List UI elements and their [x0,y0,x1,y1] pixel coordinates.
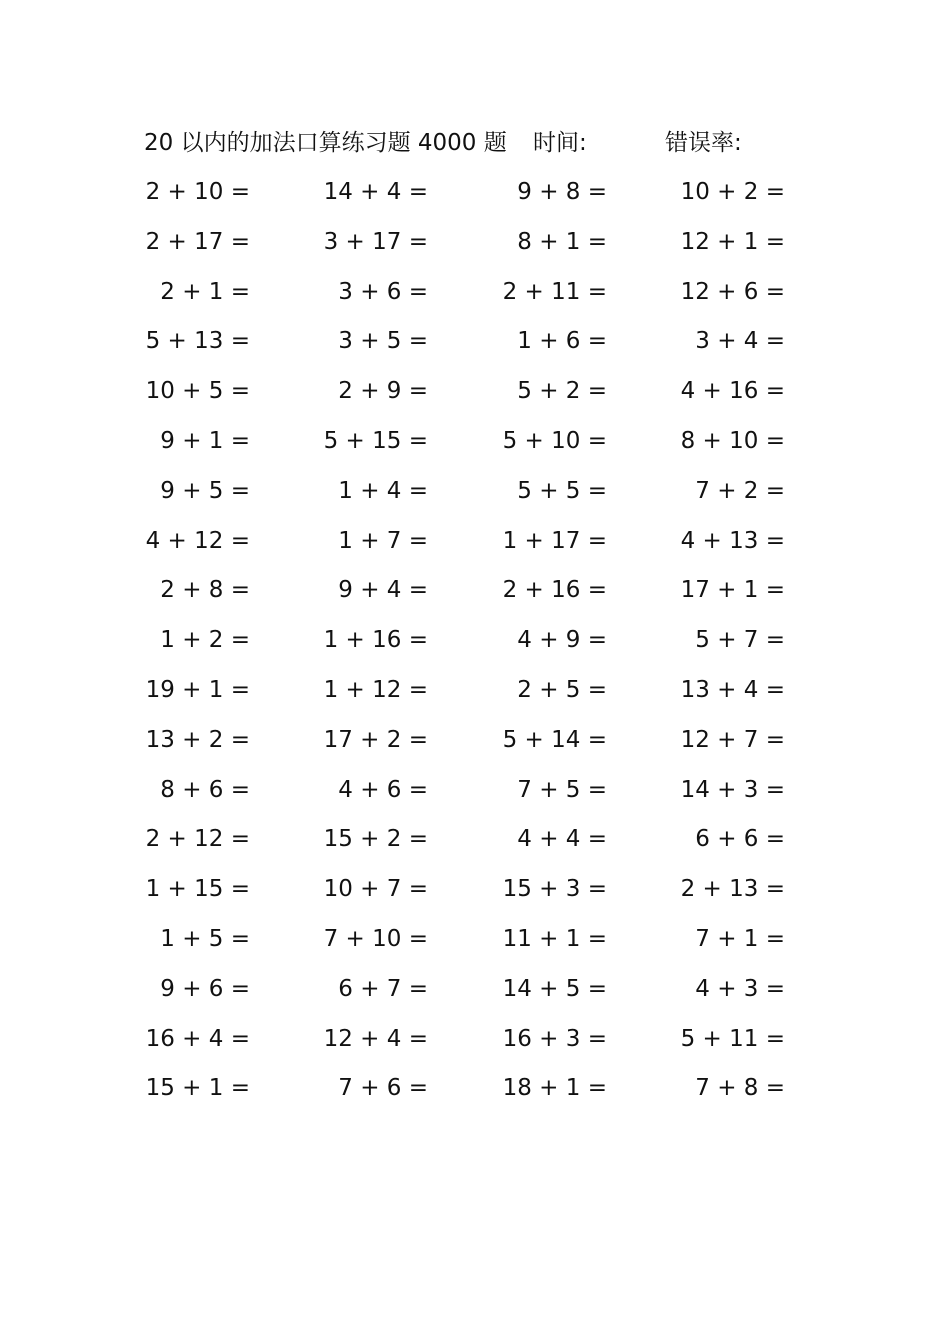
problem-item: 13 + 2 = [145,726,250,753]
problem-item: 2 + 13 = [680,876,785,903]
problem-item: 7 + 5 = [517,776,607,803]
problem-item: 4 + 13 = [680,527,785,554]
problem-item: 5 + 13 = [145,328,250,355]
problem-row [120,1019,840,1069]
problem-item: 7 + 8 = [695,1075,785,1102]
problem-item: 4 + 4 = [517,826,607,853]
problem-item: 15 + 2 = [323,826,428,853]
problem-item: 2 + 16 = [502,577,607,604]
problem-item: 7 + 10 = [323,925,428,952]
problem-item: 1 + 7 = [338,527,428,554]
problem-row [120,720,840,770]
problem-item: 8 + 6 = [160,776,250,803]
problem-item: 2 + 17 = [145,228,250,255]
problem-item: 1 + 12 = [323,676,428,703]
problem-item: 9 + 8 = [517,179,607,205]
problem-row [120,919,840,969]
problem-row [120,421,840,471]
problem-item: 9 + 1 = [160,427,250,454]
problem-item: 16 + 3 = [502,1025,607,1052]
problem-item: 9 + 5 = [160,477,250,504]
problem-item: 6 + 6 = [695,826,785,853]
problem-row [120,222,840,272]
problem-item: 5 + 7 = [695,627,785,654]
problem-item: 16 + 4 = [145,1025,250,1052]
error-rate-label: 错误率: [665,130,742,156]
problem-item: 1 + 17 = [502,527,607,554]
problem-item: 5 + 2 = [517,378,607,405]
problem-item: 19 + 1 = [145,676,250,703]
problem-item: 3 + 6 = [338,278,428,305]
problem-item: 1 + 15 = [145,876,250,903]
problem-item: 15 + 3 = [502,876,607,903]
problem-item: 1 + 2 = [160,627,250,654]
worksheet-title: 20 以内的加法口算练习题 4000 题 [144,130,507,156]
problem-item: 13 + 4 = [680,676,785,703]
problem-item: 7 + 6 = [338,1075,428,1102]
problem-item: 1 + 16 = [323,627,428,654]
problem-item: 9 + 4 = [338,577,428,604]
problem-item: 12 + 6 = [680,278,785,305]
problem-row [120,570,840,620]
problem-item: 17 + 2 = [323,726,428,753]
problem-item: 14 + 3 = [680,776,785,803]
problem-item: 5 + 14 = [502,726,607,753]
problem-item: 6 + 7 = [338,975,428,1002]
problem-item: 2 + 9 = [338,378,428,405]
problem-item: 2 + 12 = [145,826,250,853]
time-label: 时间: [533,130,587,156]
problem-item: 4 + 9 = [517,627,607,654]
problem-item: 1 + 4 = [338,477,428,504]
problem-item: 12 + 1 = [680,228,785,255]
problem-item: 14 + 4 = [323,179,428,205]
problem-item: 4 + 12 = [145,527,250,554]
problem-item: 8 + 10 = [680,427,785,454]
problem-item: 10 + 5 = [145,378,250,405]
problem-item: 3 + 17 = [323,228,428,255]
problem-item: 18 + 1 = [502,1075,607,1102]
problem-row [120,371,840,421]
problem-item: 7 + 1 = [695,925,785,952]
problem-item: 7 + 2 = [695,477,785,504]
problem-item: 5 + 5 = [517,477,607,504]
problem-row [120,969,840,1019]
problem-row [120,670,840,720]
problem-item: 15 + 1 = [145,1075,250,1102]
problem-row [120,521,840,571]
problem-item: 2 + 10 = [145,179,250,205]
problem-item: 12 + 4 = [323,1025,428,1052]
problem-item: 11 + 1 = [502,925,607,952]
problem-row [120,471,840,521]
problem-item: 5 + 11 = [680,1025,785,1052]
problem-item: 2 + 5 = [517,676,607,703]
problem-row [120,321,840,371]
problem-item: 10 + 7 = [323,876,428,903]
problem-row [120,272,840,322]
problem-item: 5 + 10 = [502,427,607,454]
problem-item: 2 + 1 = [160,278,250,305]
problem-item: 4 + 3 = [695,975,785,1002]
problem-row [120,172,840,222]
problem-item: 5 + 15 = [323,427,428,454]
problem-item: 4 + 16 = [680,378,785,405]
problem-grid [120,172,840,1118]
problem-item: 8 + 1 = [517,228,607,255]
problem-row [120,620,840,670]
problem-row [120,1068,840,1118]
problem-item: 1 + 6 = [517,328,607,355]
problem-item: 17 + 1 = [680,577,785,604]
problem-item: 4 + 6 = [338,776,428,803]
problem-item: 12 + 7 = [680,726,785,753]
problem-row [120,819,840,869]
problem-item: 9 + 6 = [160,975,250,1002]
problem-row [120,869,840,919]
problem-item: 3 + 5 = [338,328,428,355]
problem-item: 3 + 4 = [695,328,785,355]
problem-item: 1 + 5 = [160,925,250,952]
problem-item: 2 + 11 = [502,278,607,305]
problem-item: 10 + 2 = [680,179,785,205]
worksheet-header [0,126,950,160]
problem-item: 14 + 5 = [502,975,607,1002]
problem-item: 2 + 8 = [160,577,250,604]
problem-row [120,770,840,820]
